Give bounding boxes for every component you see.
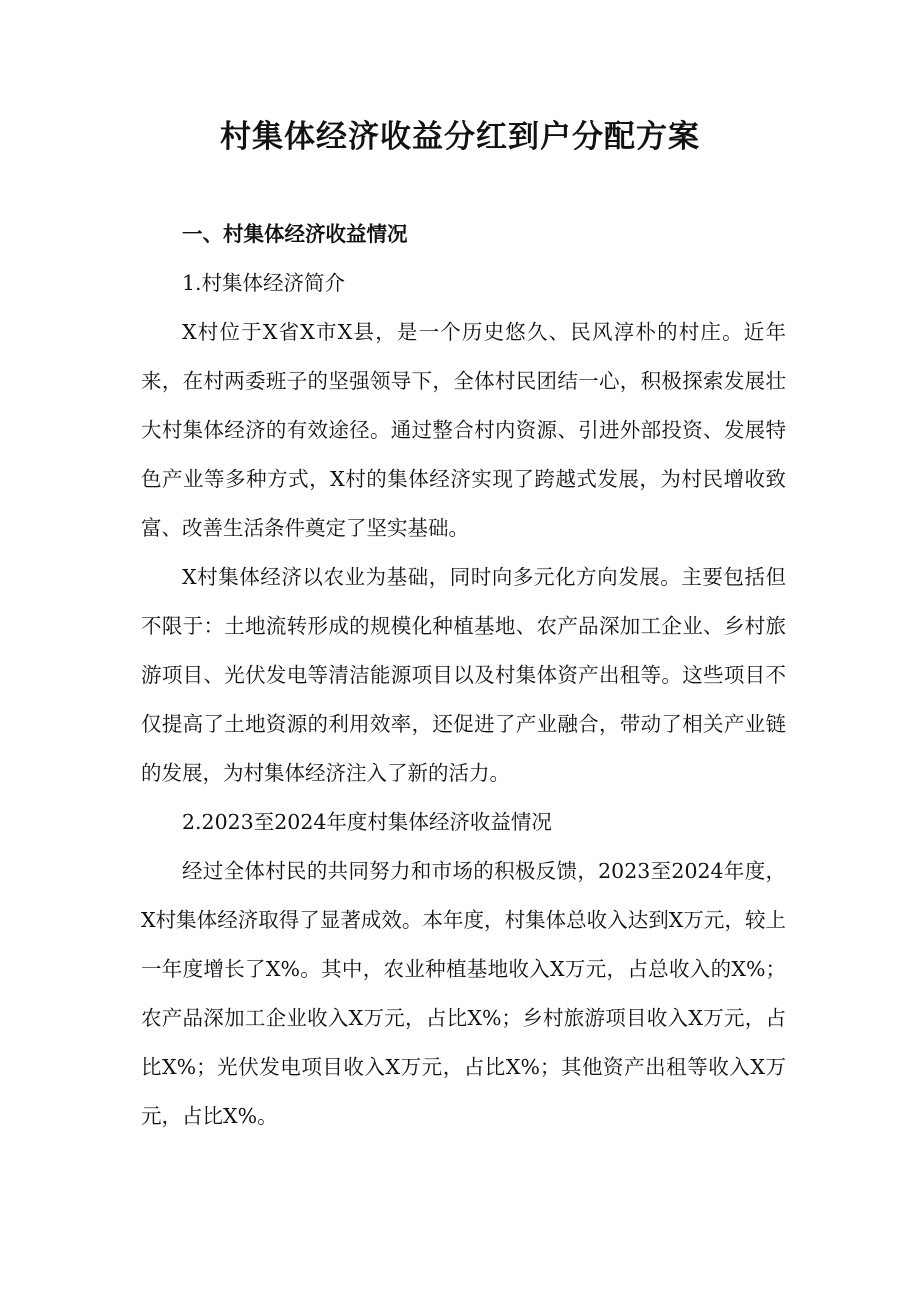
subsection-heading-intro: 1.村集体经济简介 [182, 271, 346, 295]
paragraph-economy-structure: X村集体经济以农业为基础，同时向多元化方向发展。主要包括但不限于：土地流转形成的规模化种植基地、农产品深加工企业、乡村旅游项目、光伏发电等清洁能源项目以及村集体资产出租等。这些项目不仅提高了土地资源的利用效率，还促进了产业融合，带动了相关产业链的发展，为村集体经济注入了新的活力。 [141, 565, 786, 785]
paragraph-village-intro: X村位于X省X市X县，是一个历史悠久、民风淳朴的村庄。近年来，在村两委班子的坚强领导下，全体村民团结一心，积极探索发展壮大村集体经济的有效途径。通过整合村内资源、引进外部投资、发展特色产业等多种方式，X村的集体经济实现了跨越式发展，为村民增收致富、改善生活条件奠定了坚实基础。 [141, 320, 786, 540]
section-heading-income: 一、村集体经济收益情况 [182, 222, 408, 246]
document-body [141, 210, 786, 1141]
document-title: 村集体经济收益分红到户分配方案 [220, 119, 700, 155]
paragraph-annual-income: 经过全体村民的共同努力和市场的积极反馈，2023至2024年度，X村集体经济取得了显著成效。本年度，村集体总收入达到X万元，较上一年度增长了X%。其中，农业种植基地收入X万元，占总收入的X%；农产品深加工企业收入X万元，占比X%；乡村旅游项目收入X万元，占比X%；光伏发电项目收入X万元，占比X%；其他资产出租等收入X万元，占比X%。 [141, 859, 786, 1128]
subsection-heading-annual-income: 2.2023至2024年度村集体经济收益情况 [182, 810, 552, 834]
